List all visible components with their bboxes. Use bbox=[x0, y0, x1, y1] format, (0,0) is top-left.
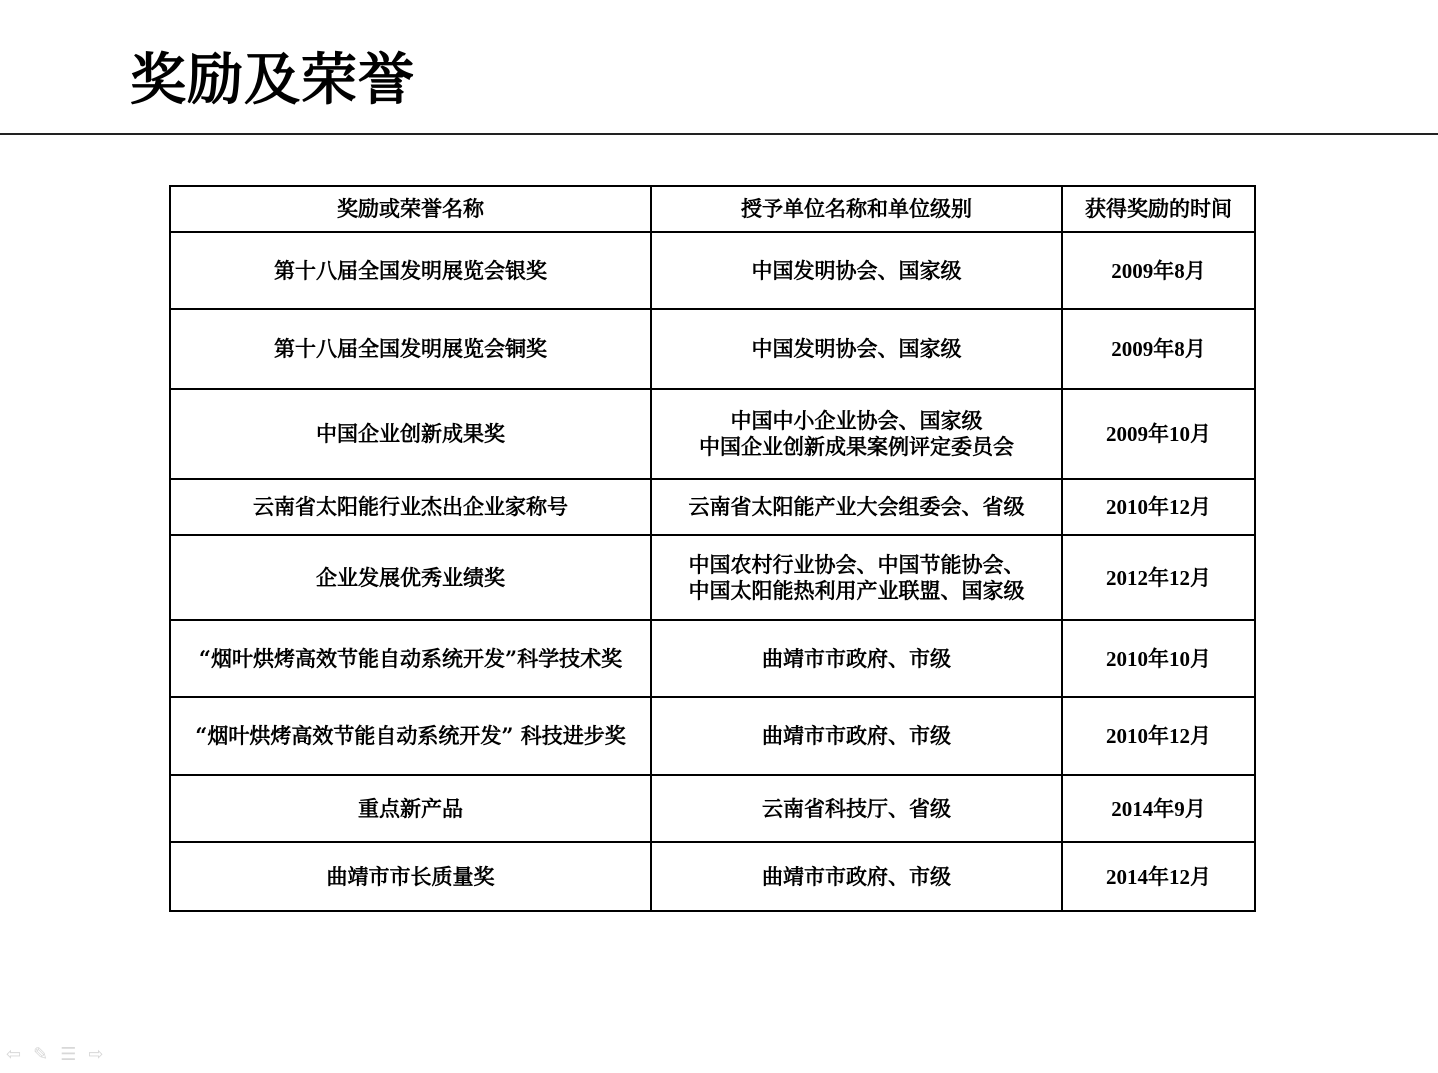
issuing-unit-cell bbox=[651, 479, 1062, 535]
table-row bbox=[170, 479, 1255, 535]
unit-line: 曲靖市市政府、市级 bbox=[762, 723, 951, 748]
menu-icon[interactable]: ☰ bbox=[60, 1044, 77, 1065]
unit-line: 中国企业创新成果案例评定委员会 bbox=[699, 434, 1014, 459]
award-name-cell: 重点新产品 bbox=[170, 775, 651, 842]
issuing-unit-cell bbox=[651, 232, 1062, 309]
unit-line: 中国发明协会、国家级 bbox=[751, 336, 962, 361]
header-award-name: 奖励或荣誉名称 bbox=[170, 186, 651, 232]
page-title: 奖励及荣誉 bbox=[130, 47, 415, 113]
unit-line: 云南省太阳能产业大会组委会、省级 bbox=[688, 494, 1025, 519]
arrow-right-icon[interactable]: ⇨ bbox=[88, 1044, 104, 1065]
award-date-cell: 2009年8月 bbox=[1062, 309, 1255, 389]
award-name-cell: “烟叶烘烤高效节能自动系统开发”科学技术奖 bbox=[170, 620, 651, 697]
unit-line: 中国中小企业协会、国家级 bbox=[730, 408, 983, 433]
table-row bbox=[170, 620, 1255, 697]
table-row bbox=[170, 309, 1255, 389]
header-issuing-unit: 授予单位名称和单位级别 bbox=[651, 186, 1062, 232]
table-row bbox=[170, 535, 1255, 620]
issuing-unit-cell bbox=[651, 309, 1062, 389]
award-date-cell: 2012年12月 bbox=[1062, 535, 1255, 620]
pen-icon[interactable]: ✎ bbox=[33, 1044, 49, 1065]
unit-line: 中国太阳能热利用产业联盟、国家级 bbox=[688, 577, 1025, 603]
awards-table bbox=[169, 185, 1256, 912]
table-row bbox=[170, 775, 1255, 842]
issuing-unit-cell bbox=[651, 775, 1062, 842]
award-date-cell: 2009年8月 bbox=[1062, 232, 1255, 309]
arrow-left-icon[interactable]: ⇦ bbox=[6, 1044, 22, 1065]
issuing-unit-cell bbox=[651, 620, 1062, 697]
award-name-cell: 云南省太阳能行业杰出企业家称号 bbox=[170, 479, 651, 535]
slideshow-controls bbox=[6, 1044, 103, 1065]
unit-line: 中国发明协会、国家级 bbox=[751, 257, 962, 283]
award-name-cell: 第十八届全国发明展览会银奖 bbox=[170, 232, 651, 309]
award-date-cell: 2014年9月 bbox=[1062, 775, 1255, 842]
issuing-unit-cell bbox=[651, 842, 1062, 911]
award-name-cell: 中国企业创新成果奖 bbox=[170, 389, 651, 479]
award-name-cell: 曲靖市市长质量奖 bbox=[170, 842, 651, 911]
award-date-cell: 2010年12月 bbox=[1062, 697, 1255, 775]
issuing-unit-cell bbox=[651, 697, 1062, 775]
unit-line: 曲靖市市政府、市级 bbox=[762, 645, 951, 671]
issuing-unit-cell bbox=[651, 535, 1062, 620]
table-row bbox=[170, 232, 1255, 309]
unit-line: 曲靖市市政府、市级 bbox=[762, 863, 951, 889]
award-date-cell: 2014年12月 bbox=[1062, 842, 1255, 911]
header-award-date: 获得奖励的时间 bbox=[1062, 186, 1255, 232]
award-name-cell: 第十八届全国发明展览会铜奖 bbox=[170, 309, 651, 389]
issuing-unit-cell bbox=[651, 389, 1062, 479]
table-row bbox=[170, 697, 1255, 775]
award-date-cell: 2009年10月 bbox=[1062, 389, 1255, 479]
table-row bbox=[170, 389, 1255, 479]
award-date-cell: 2010年10月 bbox=[1062, 620, 1255, 697]
table-header-row bbox=[170, 186, 1255, 232]
title-divider bbox=[0, 133, 1438, 135]
award-name-cell: “烟叶烘烤高效节能自动系统开发” 科技进步奖 bbox=[170, 697, 651, 775]
award-date-cell: 2010年12月 bbox=[1062, 479, 1255, 535]
unit-line: 中国农村行业协会、中国节能协会、 bbox=[688, 551, 1025, 577]
unit-line: 云南省科技厅、省级 bbox=[762, 795, 951, 821]
award-name-cell: 企业发展优秀业绩奖 bbox=[170, 535, 651, 620]
table-row bbox=[170, 842, 1255, 911]
